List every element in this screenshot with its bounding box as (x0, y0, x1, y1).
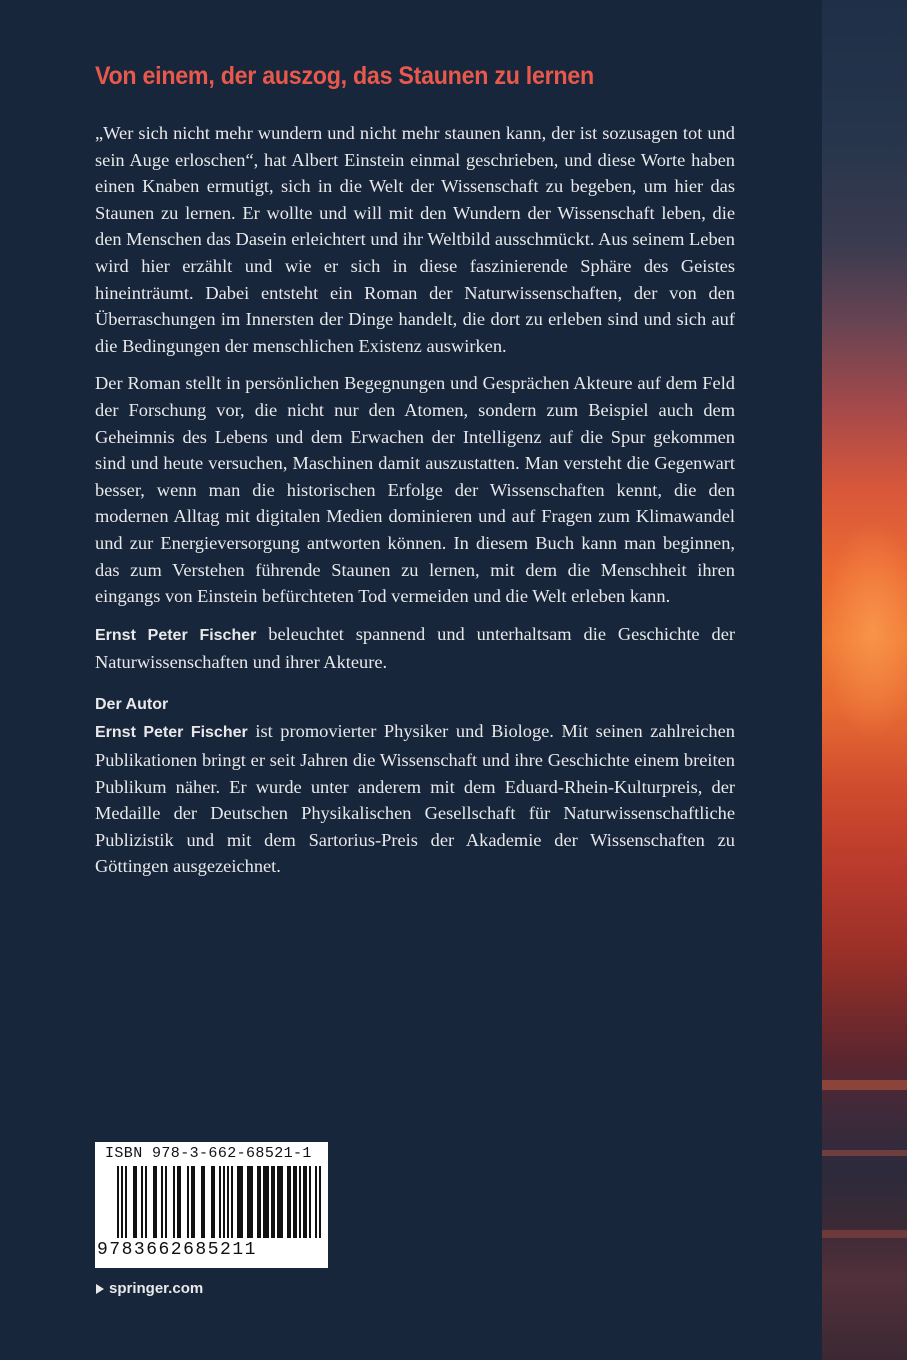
summary-author-name: Ernst Peter Fischer (95, 626, 257, 644)
arrow-right-icon (95, 1283, 105, 1295)
publisher-url: springer.com (109, 1280, 204, 1297)
blurb-paragraph-2: Der Roman stellt in persönlichen Begegnungen und Gesprächen Akteure auf dem Feld der Forschung vor, die nicht nur den Atomen, sondern zum Beispiel auch dem Geheimnis des Lebens und dem Erwachen der Intelligenz auf die Spur gekommen sind und heute versuchen, Maschinen damit auszustatten. Man versteht die Gegenwart besser, wenn man die historischen Erfolge der Wissenschaften kennt, die den modernen Alltag mit digitalen Medien dominieren und auf Fragen zum Klimawandel und zur Energieversorgung antworten können. In diesem Buch kann man beginnen, das zum Verstehen führende Staunen zu lernen, mit dem die Menschheit ihren eingangs von Einstein befürchteten Tod vermeiden und die Welt erleben kann. (95, 373, 735, 607)
author-bio (95, 718, 735, 880)
author-heading: Der Autor (95, 695, 169, 713)
summary-paragraph (95, 621, 735, 676)
barcode-bars (117, 1166, 321, 1238)
isbn-label: ISBN 978-3-662-68521-1 (105, 1145, 312, 1162)
spine-sunset-image (822, 0, 907, 1360)
bio-author-name: Ernst Peter Fischer (95, 724, 248, 742)
blurb-paragraph-1: „Wer sich nicht mehr wundern und nicht mehr staunen kann, der ist sozusagen tot und sein Auge erloschen“, hat Albert Einstein einmal geschrieben, und diese Worte haben einen Knaben ermutigt, sich in die Welt der Wissenschaft zu begeben, um hier das Staunen zu lernen. Er wollte und will mit den Wundern der Wissenschaft leben, die den Menschen das Dasein erleichtert und ihr Weltbild ausschmückt. Aus seinem Leben wird hier erzählt und wie er sich in diese faszinierende Sphäre des Geistes hineinträumt. Dabei entsteht ein Roman der Naturwissenschaften, der von den Überraschungen im Innersten der Dinge handelt, die dort zu erleben sind und sich auf die Bedingungen der menschlichen Existenz auswirken. (95, 123, 735, 356)
ean-digits: 9783662685211 (97, 1240, 257, 1260)
isbn-barcode (95, 1142, 328, 1268)
blurb (95, 120, 735, 891)
bio-text: ist promovierter Physiker und Biologe. Mit seinen zahlreichen Publikationen bringt er seit Jahren die Wissenschaft und ihre Geschichte einem breiten Publikum näher. Er wurde unter anderem mit dem Eduard-Rhein-Kulturpreis, der Medaille der Deutschen Physikalischen Gesellschaft für Naturwissenschaftliche Publizistik und mit dem Sartorius-Preis der Akademie der Wissenschaften zu Göttingen ausgezeichnet. (95, 721, 735, 877)
publisher-link[interactable] (95, 1280, 203, 1297)
cover-title: Von einem, der auszog, das Staunen zu lernen (95, 62, 594, 90)
summary-text: beleuchtet spannend und unterhaltsam die Geschichte der Naturwissenschaften und ihrer Akteure. (95, 623, 735, 673)
